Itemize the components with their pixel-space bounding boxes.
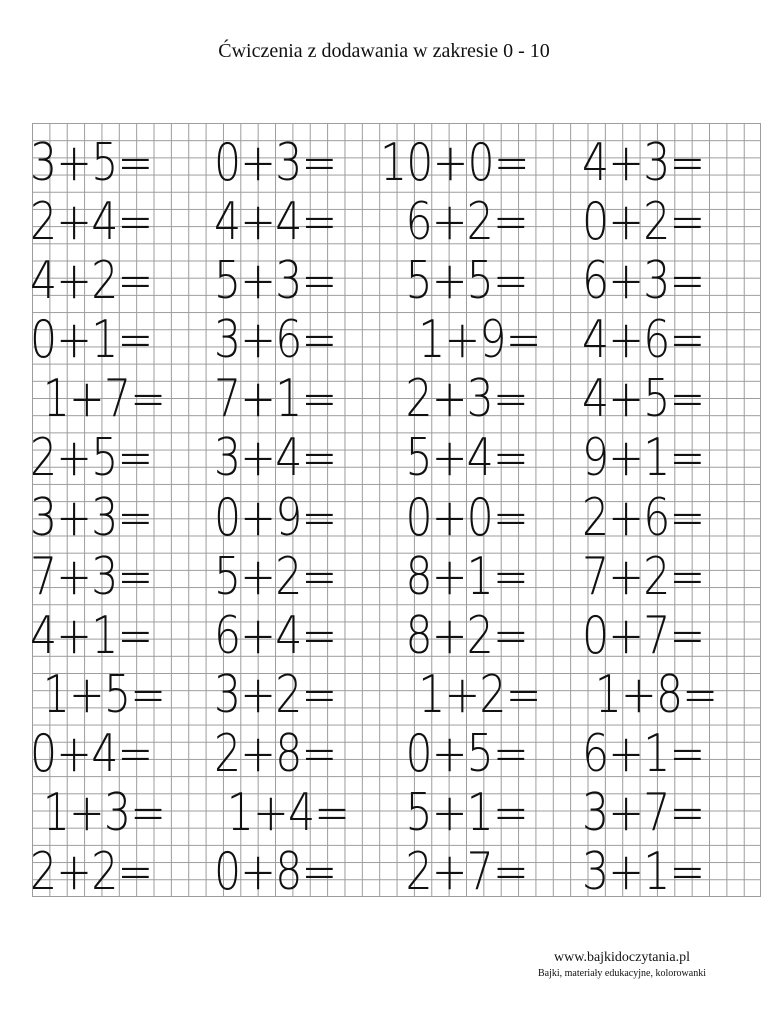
- equation: 5+5=: [380, 251, 528, 312]
- footer: [538, 950, 706, 979]
- page-title: Ćwiczenia z dodawania w zakresie 0 - 10: [218, 40, 550, 62]
- equation: 1+7=: [30, 369, 166, 430]
- equation: 5+3=: [214, 251, 337, 312]
- equation: 0+8=: [214, 842, 337, 903]
- equation-column-3: [380, 133, 576, 903]
- equation: 2+2=: [30, 842, 153, 903]
- equation: 5+4=: [380, 428, 528, 489]
- equation: 2+5=: [30, 428, 153, 489]
- equation: 5+2=: [214, 546, 337, 607]
- equation: 1+9=: [380, 310, 541, 371]
- equation: 3+2=: [214, 664, 337, 725]
- equation: 3+4=: [214, 428, 337, 489]
- equation: 2+8=: [214, 723, 337, 784]
- equation: 10+0=: [380, 133, 529, 193]
- equation: 3+7=: [582, 783, 705, 844]
- equation: 0+7=: [582, 605, 705, 666]
- equation: 5+1=: [380, 783, 528, 844]
- equation-column-2: [214, 133, 379, 903]
- equation: 6+3=: [582, 251, 705, 312]
- equation-column-1: [30, 133, 195, 903]
- equation: 0+4=: [30, 723, 153, 784]
- equation: 1+4=: [214, 783, 350, 844]
- equation: 3+5=: [30, 133, 153, 193]
- equation-column-4: [582, 133, 747, 903]
- equation: 2+6=: [582, 487, 705, 548]
- equation: 2+3=: [380, 369, 528, 430]
- equation: 9+1=: [582, 428, 705, 489]
- equation: 7+2=: [582, 546, 705, 607]
- equation: 6+1=: [582, 723, 705, 784]
- equation: 1+2=: [380, 664, 541, 725]
- equation: 1+3=: [30, 783, 166, 844]
- equation: 8+2=: [380, 605, 528, 666]
- equation: 8+1=: [380, 546, 528, 607]
- equation: 0+3=: [214, 133, 337, 193]
- equation: 4+1=: [30, 605, 153, 666]
- equation: 3+3=: [30, 487, 153, 548]
- equation: 3+6=: [214, 310, 337, 371]
- equation: 0+1=: [30, 310, 153, 371]
- equation: 4+4=: [214, 192, 337, 253]
- equation: 6+4=: [214, 605, 337, 666]
- equation: 6+2=: [380, 192, 528, 253]
- equation: 4+6=: [582, 310, 705, 371]
- equation: 4+5=: [582, 369, 705, 430]
- equation: 7+3=: [30, 546, 153, 607]
- equation: 0+2=: [582, 192, 705, 253]
- equation: 3+1=: [582, 842, 705, 903]
- equation: 7+1=: [214, 369, 337, 430]
- footer-subtitle: Bajki, materiały edukacyjne, kolorowanki: [537, 968, 706, 979]
- equation: 0+5=: [380, 723, 528, 784]
- equation: 2+4=: [30, 192, 153, 253]
- equation: 4+3=: [582, 133, 705, 193]
- equation: 1+8=: [582, 664, 718, 725]
- equation: 2+7=: [380, 842, 528, 903]
- equation: 0+0=: [380, 487, 528, 548]
- equation: 0+9=: [214, 487, 337, 548]
- equation: 1+5=: [30, 664, 166, 725]
- equation: 4+2=: [30, 251, 153, 312]
- footer-website[interactable]: www.bajkidoczytania.pl: [554, 950, 690, 965]
